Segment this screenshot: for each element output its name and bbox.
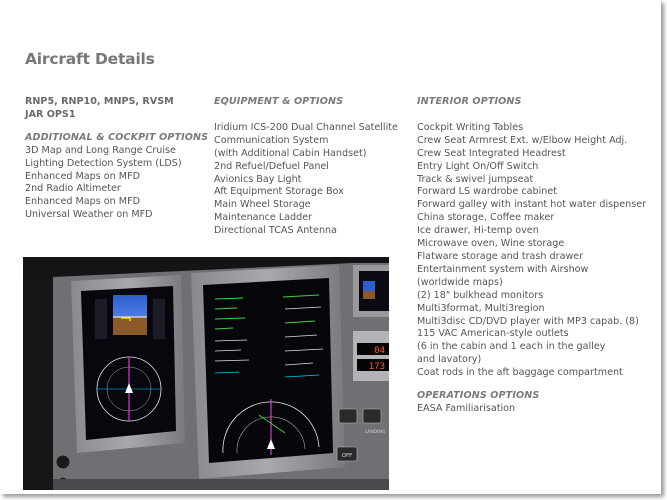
list-item: 115 VAC American-style outlets xyxy=(417,328,569,340)
certification-line: JAR OPS1 xyxy=(25,108,76,120)
list-item: 3D Map and Long Range Cruise xyxy=(25,144,176,156)
list-item: Crew Seat Integrated Headrest xyxy=(417,147,566,159)
list-item: Crew Seat Armrest Ext. w/Elbow Height Adj. xyxy=(417,134,628,146)
list-item: Microwave oven, Wine storage xyxy=(417,238,565,250)
list-item: Multi3disc CD/DVD player with MP3 capab. (8) xyxy=(417,315,639,327)
list-item: and lavatory) xyxy=(417,354,482,366)
list-item: Entertainment system with Airshow xyxy=(417,263,589,275)
list-item: Entry Light On/Off Switch xyxy=(417,160,539,172)
cockpit-column xyxy=(25,96,208,222)
multifunction-display xyxy=(191,265,345,479)
list-item: Ice drawer, Hi-temp oven xyxy=(417,225,539,237)
page-title: Aircraft Details xyxy=(25,50,155,68)
list-item: 2nd Radio Altimeter xyxy=(25,183,121,195)
list-item: (6 in the cabin and 1 each in the galley xyxy=(417,341,606,353)
list-item: Forward LS wardrobe cabinet xyxy=(417,186,558,198)
list-item: EASA Familiarisation xyxy=(417,402,516,414)
list-item: Multi3format, Multi3region xyxy=(417,302,545,314)
list-item: (worldwide maps) xyxy=(417,276,503,288)
operations-options-heading: OPERATIONS OPTIONS xyxy=(417,390,540,402)
list-item: Main Wheel Storage xyxy=(214,199,311,211)
equipment-column xyxy=(214,96,398,238)
list-item: Avionics Bay Light xyxy=(214,173,302,185)
list-item: Enhanced Maps on MFD xyxy=(25,196,140,208)
interior-column xyxy=(417,96,646,416)
list-item: Cockpit Writing Tables xyxy=(417,121,524,133)
list-item: Maintenance Ladder xyxy=(214,212,313,224)
list-item: Forward galley with instant hot water dispenser xyxy=(417,199,647,211)
readout-upper: 04 xyxy=(374,346,385,356)
equipment-options-heading: EQUIPMENT & OPTIONS xyxy=(214,96,344,107)
certification-line: RNP5, RNP10, MNPS, RVSM xyxy=(25,96,174,107)
cockpit-options-heading: ADDITIONAL & COCKPIT OPTIONS xyxy=(25,131,209,143)
list-item: Communication System xyxy=(214,134,329,146)
panel-button xyxy=(363,409,381,423)
list-item: Enhanced Maps on MFD xyxy=(25,170,140,182)
off-button-label: OFF xyxy=(341,453,353,459)
landing-label: LANDING xyxy=(364,430,386,435)
list-item: Aft Equipment Storage Box xyxy=(214,186,344,198)
list-item: Universal Weather on MFD xyxy=(25,209,153,221)
list-item: Directional TCAS Antenna xyxy=(214,225,337,237)
list-item: (2) 18" bulkhead monitors xyxy=(417,289,544,301)
list-item: 2nd Refuel/Defuel Panel xyxy=(214,160,329,172)
list-item: (with Additional Cabin Handset) xyxy=(214,147,367,159)
list-item: Iridium ICS-200 Dual Channel Satellite xyxy=(214,121,398,133)
list-item: China storage, Coffee maker xyxy=(417,212,555,224)
readout-lower: 173 xyxy=(368,362,385,372)
list-item: Track & swivel jumpseat xyxy=(417,173,534,185)
knob xyxy=(56,455,70,469)
list-item: Coat rods in the aft baggage compartment xyxy=(417,367,623,379)
list-item: Lighting Detection System (LDS) xyxy=(25,157,182,169)
primary-flight-display xyxy=(71,275,185,453)
cockpit-photo xyxy=(23,257,389,490)
list-item: Flatware storage and trash drawer xyxy=(417,250,584,262)
panel-button xyxy=(339,409,357,423)
interior-options-heading: INTERIOR OPTIONS xyxy=(417,96,522,107)
